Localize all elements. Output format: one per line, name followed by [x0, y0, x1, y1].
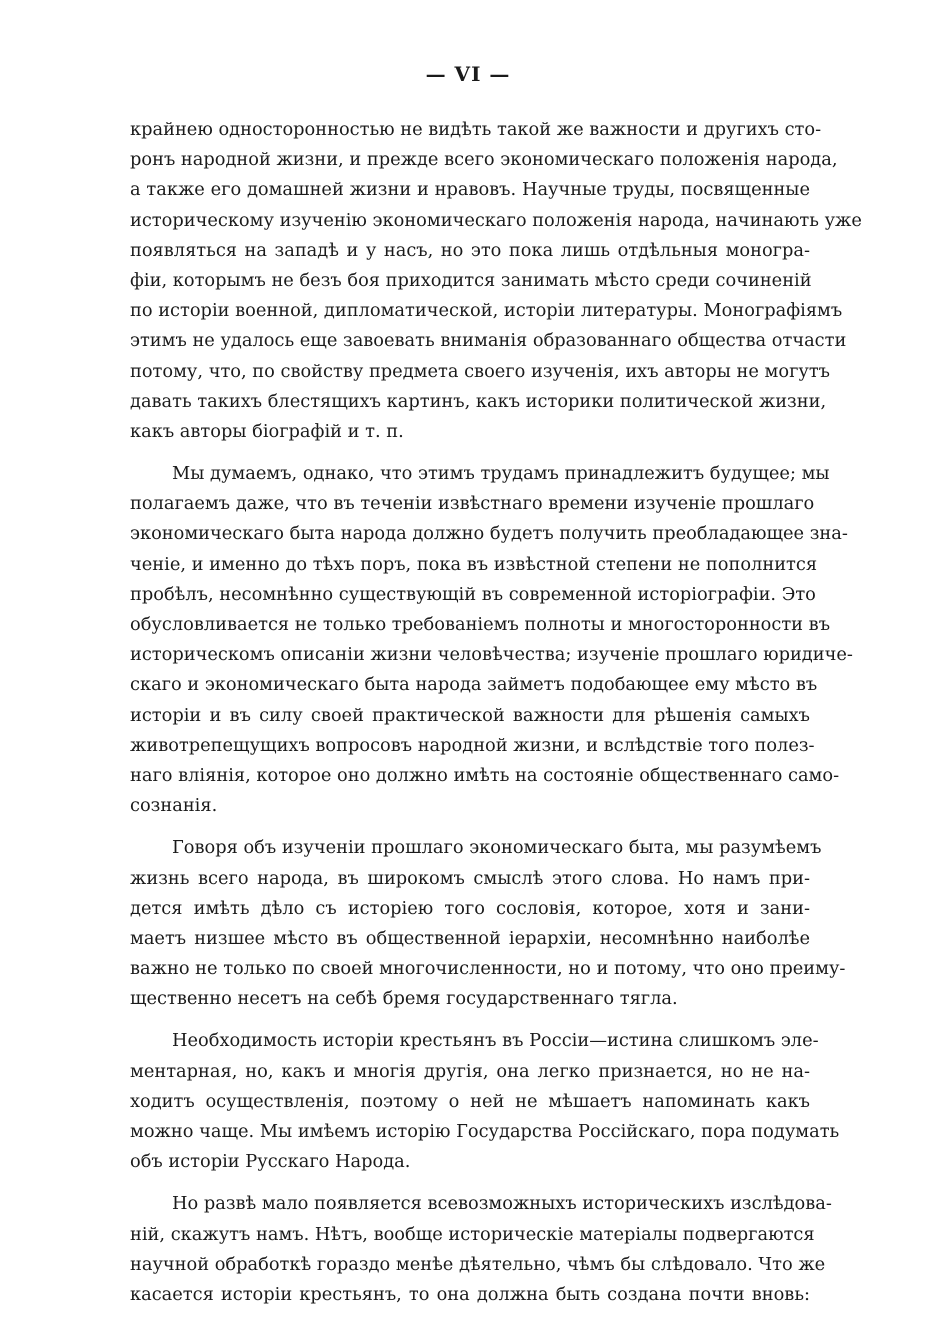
text-line: Мы думаемъ, однако, что этимъ трудамъ принадлежитъ будущее; мы	[172, 463, 830, 485]
text-line: крайнею односторонностью не видѣть такой же важности и другихъ сто-	[130, 119, 822, 140]
text-line: объ исторіи Русскаго Народа.	[130, 1151, 411, 1173]
paragraph	[130, 459, 853, 821]
text-line: скаго и экономическаго быта народа займетъ подобающее ему мѣсто въ	[130, 674, 818, 696]
text-line: а также его домашней жизни и нравовъ. Научные труды, посвященные	[130, 179, 810, 201]
text-line: важно не только по своей многочисленности, но и потому, что оно преиму-	[130, 958, 846, 980]
text-line: дется имѣть дѣло съ исторіею того сословія, которое, хотя и зани-	[130, 897, 810, 919]
text-line: сознанія.	[130, 795, 218, 817]
paragraph	[130, 1026, 840, 1177]
paragraph	[130, 833, 846, 1014]
text-line: можно чаще. Мы имѣемъ исторію Государства Россійскаго, пора подумать	[130, 1121, 840, 1142]
text-line: животрепещущихъ вопросовъ народной жизни, и вслѣдствіе того полез-	[130, 734, 815, 756]
text-line: наго вліянія, которое оно должно имѣть на состояніе общественнаго само-	[130, 764, 840, 786]
text-line: щественно несетъ на себѣ бремя государственнаго тягла.	[130, 988, 678, 1010]
text-line: научной обработкѣ гораздо менѣе дѣятельно, чѣмъ бы слѣдовало. Что же	[130, 1253, 826, 1275]
text-line: потому, что, по свойству предмета своего изученія, ихъ авторы не могутъ	[130, 360, 830, 382]
text-line: экономическаго быта народа должно будетъ получить преобладающее зна-	[130, 523, 848, 545]
text-line: Но развѣ мало появляется всевозможныхъ историческихъ изслѣдова-	[172, 1193, 832, 1215]
text-line: появляться на западѣ и у насъ, но это пока лишь отдѣльныя моногра-	[130, 239, 810, 261]
text-line: давать такихъ блестящихъ картинъ, какъ историки политической жизни,	[130, 390, 827, 412]
text-line: ходитъ осуществленія, поэтому о ней не мѣшаетъ напоминать какъ	[130, 1090, 810, 1112]
text-line: ній, скажутъ намъ. Нѣтъ, вообще историческіе матеріалы подвергаются	[130, 1223, 815, 1245]
paragraph	[130, 1189, 832, 1310]
paragraph	[130, 115, 862, 447]
body-text	[130, 115, 862, 1322]
text-line: историческомъ описаніи жизни человѣчества; изученіе прошлаго юридиче-	[130, 644, 853, 666]
text-line: ченіе, и именно до тѣхъ поръ, пока въ извѣстной степени не пополнится	[130, 553, 818, 575]
text-line: Необходимость исторіи крестьянъ въ Россіи—истина слишкомъ эле-	[172, 1030, 819, 1052]
text-line: исторіи и въ силу своей практической важности для рѣшенія самыхъ	[130, 704, 810, 726]
text-line: полагаемъ даже, что въ теченіи извѣстнаго времени изученіе прошлаго	[130, 493, 815, 515]
text-line: какъ авторы біографій и т. п.	[130, 420, 404, 442]
text-line: Говоря объ изученіи прошлаго экономическаго быта, мы разумѣемъ	[172, 837, 822, 859]
text-line: ментарная, но, какъ и многія другія, она легко признается, но не на-	[130, 1060, 810, 1082]
page-number: — VI —	[425, 62, 511, 86]
text-line: обусловливается не только требованіемъ полноты и многосторонности въ	[130, 614, 831, 635]
text-line: жизнь всего народа, въ широкомъ смыслѣ этого слова. Но намъ при-	[130, 867, 810, 889]
text-line: маетъ низшее мѣсто въ общественной іерархіи, несомнѣнно наиболѣе	[130, 927, 810, 949]
text-line: по исторіи военной, дипломатической, исторіи литературы. Монографіямъ	[130, 300, 843, 322]
text-line: историческому изученію экономическаго положенія народа, начинають уже	[130, 209, 862, 231]
text-line: этимъ не удалось еще завоевать вниманія образованнаго общества отчасти	[130, 330, 847, 352]
text-line: пробѣлъ, несомнѣнно существующій въ современной исторіографіи. Это	[130, 583, 816, 605]
text-line: ронъ народной жизни, и прежде всего экономическаго положенія народа,	[130, 149, 838, 171]
text-line: касается исторіи крестьянъ, то она должна быть создана почти вновь:	[130, 1283, 810, 1305]
text-line: фіи, которымъ не безъ боя приходится занимать мѣсто среди сочиненій	[130, 269, 812, 291]
